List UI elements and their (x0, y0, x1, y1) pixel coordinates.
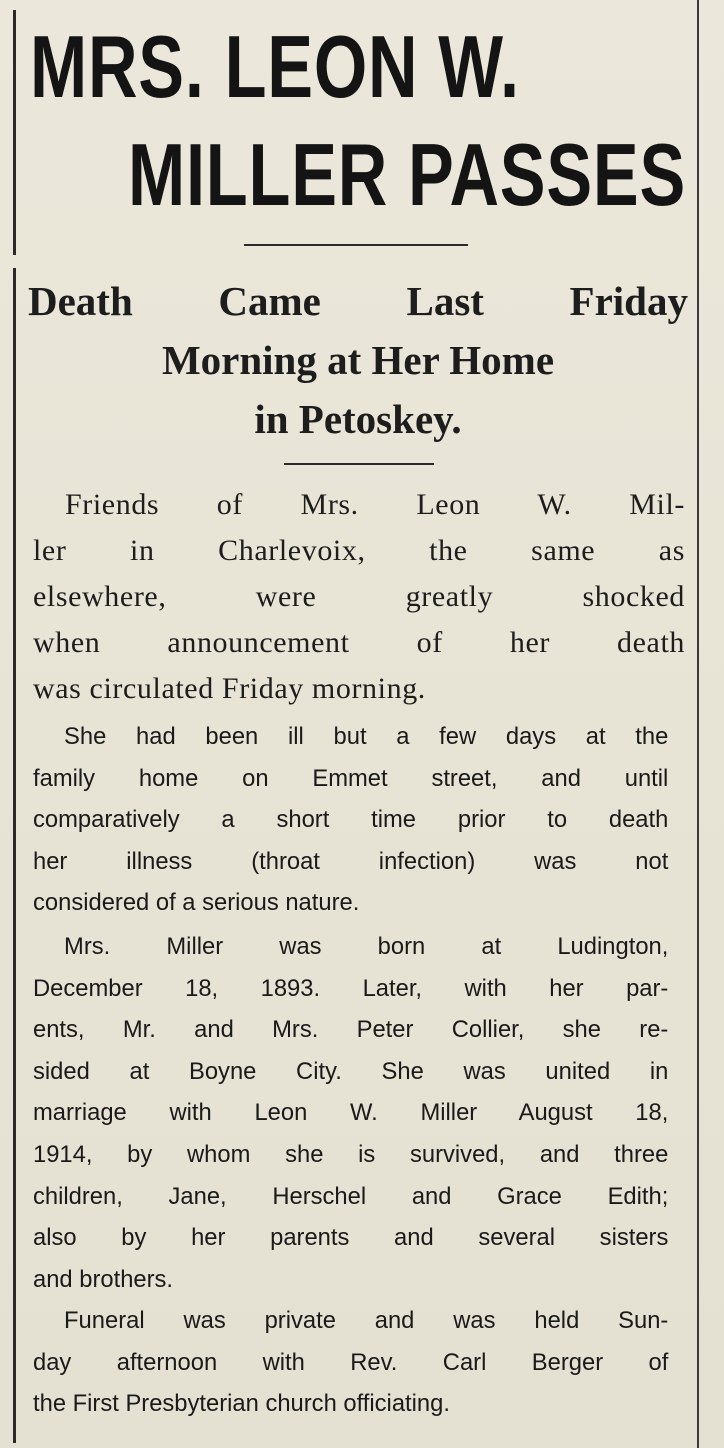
paragraph-line: family home on Emmet street, and until (33, 764, 669, 792)
subhead-line: Morning at Her Home (161, 337, 555, 383)
paragraph-line: the First Presbyterian church officiating. (33, 1390, 450, 1418)
lead-line: when announcement of her death (33, 626, 685, 659)
paragraph-line: considered of a serious nature. (33, 889, 360, 917)
headline-line-1: MRS. LEON W. (30, 17, 520, 116)
paragraph-line: also by her parents and several sisters (33, 1224, 669, 1252)
column-rule-right (697, 0, 699, 1448)
paragraph-funeral (33, 1300, 668, 1425)
subheadline (28, 272, 688, 449)
column-rule-left-top (13, 10, 16, 255)
subhead-line: in Petoskey. (254, 396, 462, 442)
lead-line: elsewhere, were greatly shocked (33, 580, 685, 613)
paragraph-line: day afternoon with Rev. Carl Berger of (33, 1348, 669, 1376)
paragraph-line: She had been ill but a few days at the (64, 723, 669, 750)
paragraph-line: comparatively a short time prior to death (33, 806, 669, 834)
subhead-divider (284, 463, 434, 465)
headline-divider (244, 244, 468, 246)
paragraph-biography (33, 926, 668, 1300)
paragraph-illness (33, 716, 668, 924)
column-rule-left-bottom (13, 268, 16, 1443)
lead-paragraph (33, 482, 685, 712)
paragraph-line: Funeral was private and was held Sun- (64, 1307, 669, 1334)
paragraph-line: and brothers. (33, 1265, 174, 1293)
headline-line-2: MILLER PASSES (128, 125, 687, 224)
lead-line: ler in Charlevoix, the same as (33, 534, 685, 567)
paragraph-line: sided at Boyne City. She was united in (33, 1057, 669, 1085)
paragraph-line: her illness (throat infection) was not (33, 847, 669, 875)
lead-line: was circulated Friday morning. (33, 672, 426, 705)
paragraph-line: December 18, 1893. Later, with her par- (33, 974, 669, 1002)
paragraph-line: ents, Mr. and Mrs. Peter Collier, she re- (33, 1016, 669, 1044)
paragraph-line: 1914, by whom she is survived, and three (33, 1140, 669, 1168)
lead-line: Friends of Mrs. Leon W. Mil- (65, 488, 685, 521)
paragraph-line: marriage with Leon W. Miller August 18, (33, 1099, 669, 1127)
subhead-line: Death Came Last Friday (28, 278, 688, 324)
paragraph-line: children, Jane, Herschel and Grace Edith; (33, 1182, 669, 1210)
paragraph-line: Mrs. Miller was born at Ludington, (64, 933, 669, 960)
